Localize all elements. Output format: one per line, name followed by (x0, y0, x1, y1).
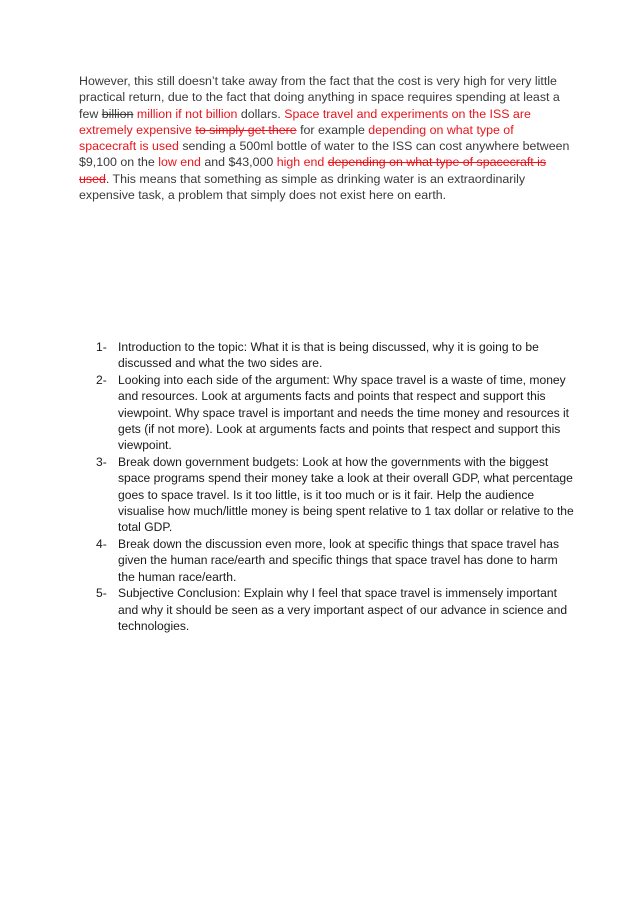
list-item-text: Introduction to the topic: What it is that is being discussed, why it is going to be discussed and what the two sides are. (118, 340, 539, 371)
list-item-text: Subjective Conclusion: Explain why I feel that space travel is immensely important and why it should be seen as a very important aspect of our advance in science and technologies. (118, 586, 568, 633)
list-number: 3- (96, 454, 107, 469)
inserted-text: high end (276, 155, 325, 170)
argument-paragraph (79, 73, 571, 203)
list-item (96, 454, 576, 536)
list-number: 1- (96, 340, 107, 354)
deleted-text: depending on what type of spacecraft is used (79, 155, 547, 186)
list-number: 5- (96, 586, 107, 601)
paragraph-text: However, this still doesn’t take away from the fact that the cost is very high for very little practical return, due to the fact that doing anything in space requires spending at least a few (79, 74, 560, 121)
list-item-text: Break down the discussion even more, look at specific things that space travel has given the human race/earth and specific things that space travel has done to harm the human race/earth. (118, 536, 559, 584)
inserted-text: depending on what type of spacecraft is used (79, 122, 514, 154)
list-item (96, 372, 576, 454)
inserted-text: million if not billion (136, 106, 238, 121)
list-number: 4- (96, 536, 107, 551)
list-item-text: Looking into each side of the argument: Why space travel is a waste of time, money and resources. Look at arguments facts and points that respect and support this viewpoint. Why space travel is important and needs the time money and resources it gets (if not more). Look at arguments facts and points that respect and support this viewpoint. (118, 372, 570, 453)
list-item (96, 536, 576, 585)
inserted-text: low end (158, 155, 201, 170)
paragraph-text: and $43,000 (200, 155, 277, 170)
paragraph-text: dollars. (237, 106, 285, 121)
list-number: 2- (96, 372, 107, 387)
paragraph-text: . This means that something as simple as drinking water is an extraordinarily expensive task, a problem that simply does not exist here on earth. (79, 171, 526, 203)
list-item-text: Break down government budgets: Look at how the governments with the biggest space programs spend their money take a look at their overall GDP, what percentage goes to space travel. Is it too little, is it too much or is it fair. Help the audience visualise how much/little money is being spent relative to 1 tax dollar or relative to the total GDP. (118, 454, 574, 535)
paragraph-text: sending a 500ml bottle of water to the ISS can cost anywhere between $9,100 on the (79, 139, 570, 170)
deleted-text: to simply get there (195, 122, 297, 137)
inserted-text: Space travel and experiments on the ISS are extremely expensive (79, 106, 531, 137)
deleted-text: billion (101, 106, 134, 121)
paragraph-text: for example (296, 122, 369, 137)
list-item (96, 585, 576, 634)
speech-outline-list (96, 339, 576, 634)
list-item (96, 339, 576, 372)
